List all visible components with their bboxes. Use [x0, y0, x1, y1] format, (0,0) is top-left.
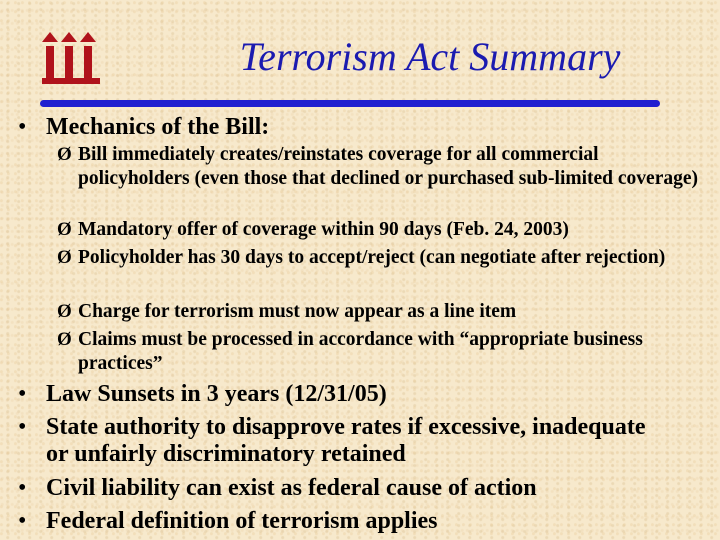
arrow-marker: Ø [57, 219, 72, 240]
arrow-marker: Ø [57, 301, 72, 322]
sub-bullet: Charge for terrorism must now appear as a line item [78, 301, 517, 322]
arrow-marker: Ø [57, 144, 72, 165]
bullet-item: State authority to disapprove rates if excessive, inadequate or unfairly discriminatory retained [46, 414, 646, 467]
bullet-item: Federal definition of terrorism applies [46, 508, 438, 534]
mechanics-heading: Mechanics of the Bill: [46, 114, 270, 140]
arrow-marker: Ø [57, 329, 72, 350]
iii-logo-icon [40, 32, 104, 88]
sub-bullet: Mandatory offer of coverage within 90 days (Feb. 24, 2003) [78, 219, 569, 240]
bullet-marker: • [18, 475, 27, 501]
bullet-marker: • [18, 114, 27, 140]
sub-bullet: Bill immediately creates/reinstates coverage for all commercial policyholders (even those that declined or purchased sub-limited coverage) [78, 144, 699, 189]
slide-title: Terrorism Act Summary [239, 34, 621, 79]
bullet-marker: • [18, 381, 27, 407]
bullet-marker: • [18, 414, 27, 440]
bullet-item: Law Sunsets in 3 years (12/31/05) [46, 381, 387, 407]
sub-bullet: Policyholder has 30 days to accept/reject (can negotiate after rejection) [78, 247, 666, 268]
bullet-marker: • [18, 508, 27, 534]
bullet-item: Civil liability can exist as federal cause of action [46, 475, 537, 501]
arrow-marker: Ø [57, 247, 72, 268]
title-divider [40, 100, 660, 107]
sub-bullet: Claims must be processed in accordance with “appropriate business practices” [78, 329, 643, 374]
